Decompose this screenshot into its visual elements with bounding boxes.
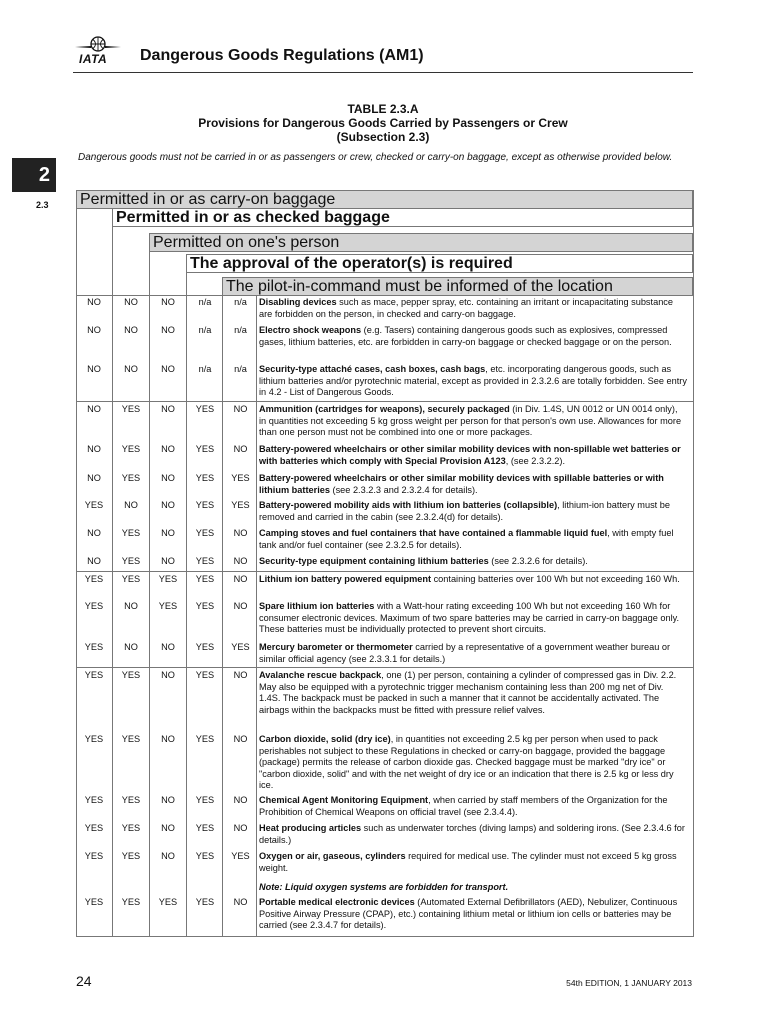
carry-on-cell: NO bbox=[87, 473, 101, 483]
on-person-cell: YES bbox=[158, 574, 178, 584]
carry-on-cell: YES bbox=[84, 851, 104, 861]
pilot-cell: NO bbox=[233, 404, 248, 414]
approval-cell: YES bbox=[195, 601, 215, 611]
item-description bbox=[259, 500, 687, 523]
item-name: Security-type equipment containing lithium batteries bbox=[259, 556, 489, 566]
pilot-cell: NO bbox=[233, 897, 248, 907]
item-text: , lithium-ion battery must be removed and carried in the cabin (see 2.3.2.4(d) for details). bbox=[259, 500, 670, 522]
approval-cell: YES bbox=[195, 444, 215, 454]
pilot-cell: NO bbox=[233, 528, 248, 538]
item-text: , (see 2.3.2.2). bbox=[505, 455, 566, 466]
carry-on-cell: YES bbox=[84, 734, 104, 744]
table-heading bbox=[73, 102, 693, 144]
approval-cell: YES bbox=[195, 528, 215, 538]
pilot-cell: n/a bbox=[234, 325, 247, 335]
pilot-cell: NO bbox=[233, 574, 248, 584]
item-text: , etc. incorporating dangerous goods, such as lithium batteries and/or pyrotechnic material, except as provided in 2.3.2.6 are totally forbidden. See entry in 4.2 - List of Dangerous Goods. bbox=[259, 364, 687, 398]
item-description bbox=[259, 473, 687, 496]
carry-on-cell: NO bbox=[87, 364, 101, 374]
approval-cell: YES bbox=[195, 574, 215, 584]
checked-cell: NO bbox=[124, 325, 138, 335]
item-text: required for medical use. The cylinder must not exceed 5 kg gross weight. bbox=[259, 851, 677, 873]
checked-cell: NO bbox=[124, 364, 138, 374]
col-header-on-person: Permitted on one's person bbox=[149, 233, 693, 252]
on-person-cell: NO bbox=[161, 528, 175, 538]
item-note: Note: Liquid oxygen systems are forbidden for transport. bbox=[259, 882, 509, 893]
approval-cell: YES bbox=[195, 734, 215, 744]
item-description bbox=[259, 897, 687, 932]
checked-cell: NO bbox=[124, 297, 138, 307]
item-text: such as underwater torches (diving lamps) and soldering irons. (See 2.3.4.6 for details.) bbox=[259, 823, 685, 845]
item-name: Carbon dioxide, solid (dry ice) bbox=[259, 734, 391, 744]
page-header bbox=[73, 36, 693, 73]
item-text: (e.g. Tasers) containing dangerous goods such as explosives, compressed gases, lithium batteries, etc. are forbidden in carry-on baggage or checked baggage or on the person. bbox=[259, 325, 672, 347]
approval-cell: YES bbox=[195, 642, 215, 652]
item-description bbox=[259, 364, 687, 399]
approval-cell: YES bbox=[195, 500, 215, 510]
on-person-cell: YES bbox=[158, 601, 178, 611]
carry-on-cell: NO bbox=[87, 404, 101, 414]
carry-on-cell: YES bbox=[84, 823, 104, 833]
on-person-cell: NO bbox=[161, 444, 175, 454]
item-name: Ammunition (cartridges for weapons), securely packaged bbox=[259, 404, 510, 414]
checked-cell: YES bbox=[121, 528, 141, 538]
item-description bbox=[259, 734, 687, 792]
item-description bbox=[259, 851, 687, 894]
on-person-cell: NO bbox=[161, 556, 175, 566]
page-header-title: Dangerous Goods Regulations (AM1) bbox=[140, 47, 424, 64]
col-header-pilot: The pilot-in-command must be informed of the location bbox=[222, 277, 693, 296]
approval-cell: YES bbox=[195, 404, 215, 414]
item-description bbox=[259, 556, 687, 568]
on-person-cell: NO bbox=[161, 670, 175, 680]
section-label: 2.3 bbox=[36, 200, 49, 210]
on-person-cell: NO bbox=[161, 325, 175, 335]
item-text: such as mace, pepper spray, etc. containing an irritant or incapacitating substance are forbidden on the person, in checked and carry-on baggage. bbox=[259, 297, 674, 319]
item-name: Portable medical electronic devices bbox=[259, 897, 415, 907]
item-text: , when carried by staff members of the Organization for the Prohibition of Chemical Weapons on official travel (see 2.3.4.4). bbox=[259, 795, 668, 817]
approval-cell: YES bbox=[195, 823, 215, 833]
item-text: carried by a representative of a government weather bureau or similar official agency (see 2.3.3.1 for details.) bbox=[259, 642, 671, 664]
pilot-cell: NO bbox=[233, 670, 248, 680]
table-intro: Dangerous goods must not be carried in or as passengers or crew, checked or carry-on baggage, except as otherwise provided below. bbox=[78, 152, 673, 163]
col-header-approval-label: The approval of the operator(s) is required bbox=[190, 255, 513, 272]
item-name: Battery-powered wheelchairs or other similar mobility devices with spillable batteries or with lithium batteries bbox=[259, 473, 664, 495]
pilot-cell: YES bbox=[231, 642, 250, 652]
checked-cell: YES bbox=[121, 556, 141, 566]
on-person-cell: NO bbox=[161, 795, 175, 805]
table-title: Provisions for Dangerous Goods Carried by Passengers or Crew bbox=[198, 116, 568, 130]
item-text: (see 2.3.2.6 for details). bbox=[488, 556, 588, 566]
chapter-tab: 2 bbox=[12, 158, 56, 192]
on-person-cell: NO bbox=[161, 823, 175, 833]
edition-label: 54th EDITION, 1 JANUARY 2013 bbox=[566, 978, 692, 988]
checked-cell: YES bbox=[121, 444, 141, 454]
item-description bbox=[259, 325, 687, 348]
approval-cell: YES bbox=[195, 556, 215, 566]
on-person-cell: NO bbox=[161, 500, 175, 510]
checked-cell: YES bbox=[121, 574, 141, 584]
carry-on-cell: YES bbox=[84, 795, 104, 805]
carry-on-cell: NO bbox=[87, 556, 101, 566]
item-text: , in quantities not exceeding 2.5 kg per person when used to pack perishables not subject to these Regulations in checked or carry-on baggage, provided the baggage (package) permits the release of carbon dioxide gas. Checked baggage must be marked "dry ice" or "carbon dioxide, solid" and with the net weight of dry ice or an indication that there is 2.5 kg or less dry ice. bbox=[259, 734, 674, 791]
item-text: with a Watt-hour rating exceeding 100 Wh but not exceeding 160 Wh for consumer electronic devices. Maximum of two spare batteries may be carried in carry-on baggage only. These batteries must be individually protected to prevent short circuits. bbox=[259, 601, 680, 635]
checked-cell: NO bbox=[124, 642, 138, 652]
carry-on-cell: NO bbox=[87, 297, 101, 307]
col-header-approval bbox=[186, 254, 693, 273]
on-person-cell: NO bbox=[161, 297, 175, 307]
pilot-cell: NO bbox=[233, 444, 248, 454]
item-name: Avalanche rescue backpack bbox=[259, 670, 382, 680]
carry-on-cell: YES bbox=[84, 500, 104, 510]
on-person-cell: NO bbox=[161, 851, 175, 861]
checked-cell: YES bbox=[121, 851, 141, 861]
item-name: Mercury barometer or thermometer bbox=[259, 642, 413, 652]
item-name: Spare lithium ion batteries bbox=[259, 601, 375, 611]
item-text: containing batteries over 100 Wh but not exceeding 160 Wh. bbox=[431, 574, 680, 584]
item-name: Battery-powered wheelchairs or other similar mobility devices with non-spillable wet batteries or with batteries which comply with Special Provision A123 bbox=[259, 444, 681, 466]
on-person-cell: NO bbox=[161, 473, 175, 483]
pilot-cell: NO bbox=[233, 823, 248, 833]
item-text: (Automated External Defibrillators (AED), Nebulizer, Continuous Positive Airway Pressure (CPAP), etc.) containing lithium metal or lithium ion cells or batteries may be carried (see 2.3.4.7 for details). bbox=[259, 897, 678, 931]
carry-on-cell: YES bbox=[84, 642, 104, 652]
carry-on-cell: NO bbox=[87, 528, 101, 538]
item-description bbox=[259, 670, 687, 716]
approval-cell: YES bbox=[195, 897, 215, 907]
item-name: Oxygen or air, gaseous, cylinders bbox=[259, 851, 406, 861]
carry-on-cell: YES bbox=[84, 670, 104, 680]
item-description bbox=[259, 574, 687, 586]
item-text: (in Div. 1.4S, UN 0012 or UN 0014 only), in quantities not exceeding 5 kg gross weight per person for that person's own use. Allowances for more than one person must not be combined into one or more packages. bbox=[259, 404, 682, 438]
checked-cell: YES bbox=[121, 404, 141, 414]
item-description bbox=[259, 795, 687, 818]
table-subsection: (Subsection 2.3) bbox=[336, 130, 430, 144]
pilot-cell: YES bbox=[231, 851, 250, 861]
approval-cell: n/a bbox=[198, 364, 212, 374]
checked-cell: YES bbox=[121, 670, 141, 680]
logo-text: IATA bbox=[79, 52, 108, 66]
approval-cell: YES bbox=[195, 670, 215, 680]
checked-cell: YES bbox=[121, 823, 141, 833]
item-text: , with empty fuel tank and/or fuel container (see 2.3.2.5 for details). bbox=[259, 528, 674, 550]
checked-cell: YES bbox=[121, 795, 141, 805]
approval-cell: n/a bbox=[198, 297, 212, 307]
checked-cell: YES bbox=[121, 734, 141, 744]
on-person-cell: YES bbox=[158, 897, 178, 907]
on-person-cell: NO bbox=[161, 734, 175, 744]
on-person-cell: NO bbox=[161, 404, 175, 414]
item-description bbox=[259, 297, 687, 320]
on-person-cell: NO bbox=[161, 642, 175, 652]
item-name: Electro shock weapons bbox=[259, 325, 362, 335]
approval-cell: YES bbox=[195, 473, 215, 483]
item-name: Security-type attaché cases, cash boxes, cash bags bbox=[259, 364, 486, 374]
item-name: Chemical Agent Monitoring Equipment bbox=[259, 795, 429, 805]
checked-cell: NO bbox=[124, 601, 138, 611]
pilot-cell: NO bbox=[233, 795, 248, 805]
pilot-cell: YES bbox=[231, 473, 250, 483]
item-name: Disabling devices bbox=[259, 297, 337, 307]
pilot-cell: n/a bbox=[234, 364, 247, 374]
item-text: , one (1) per person, containing a cylinder of compressed gas in Div. 2.2. May also be equipped with a pyrotechnic trigger mechanism containing less than 200 mg net of Div. 1.4S. The backpack must be packed in such a manner that it cannot be accidentally activated. The airbags within the backpacks must be fitted with pressure relief valves. bbox=[259, 670, 677, 715]
approval-cell: n/a bbox=[198, 325, 212, 335]
item-description bbox=[259, 528, 687, 551]
pilot-cell: NO bbox=[233, 601, 248, 611]
checked-cell: NO bbox=[124, 500, 138, 510]
table-number: TABLE 2.3.A bbox=[347, 102, 419, 116]
item-description bbox=[259, 642, 687, 665]
item-description bbox=[259, 601, 687, 636]
item-description bbox=[259, 404, 687, 439]
approval-cell: YES bbox=[195, 851, 215, 861]
col-header-checked bbox=[112, 208, 693, 227]
on-person-cell: NO bbox=[161, 364, 175, 374]
carry-on-cell: NO bbox=[87, 325, 101, 335]
carry-on-cell: NO bbox=[87, 444, 101, 454]
pilot-cell: YES bbox=[231, 500, 250, 510]
carry-on-cell: YES bbox=[84, 574, 104, 584]
page-number: 24 bbox=[76, 973, 92, 989]
item-description bbox=[259, 444, 687, 467]
pilot-cell: NO bbox=[233, 734, 248, 744]
item-text: (see 2.3.2.3 and 2.3.2.4 for details). bbox=[329, 484, 478, 495]
pilot-cell: NO bbox=[233, 556, 248, 566]
carry-on-cell: YES bbox=[84, 897, 104, 907]
item-name: Camping stoves and fuel containers that have contained a flammable liquid fuel bbox=[259, 528, 608, 538]
carry-on-cell: YES bbox=[84, 601, 104, 611]
item-name: Heat producing articles bbox=[259, 823, 362, 833]
item-name: Battery-powered mobility aids with lithium ion batteries (collapsible) bbox=[259, 500, 558, 510]
col-header-carry-on: Permitted in or as carry-on baggage bbox=[76, 190, 693, 209]
item-name: Lithium ion battery powered equipment bbox=[259, 574, 432, 584]
checked-cell: YES bbox=[121, 897, 141, 907]
checked-cell: YES bbox=[121, 473, 141, 483]
approval-cell: YES bbox=[195, 795, 215, 805]
col-header-checked-label: Permitted in or as checked baggage bbox=[116, 209, 390, 226]
item-description bbox=[259, 823, 687, 846]
pilot-cell: n/a bbox=[234, 297, 247, 307]
